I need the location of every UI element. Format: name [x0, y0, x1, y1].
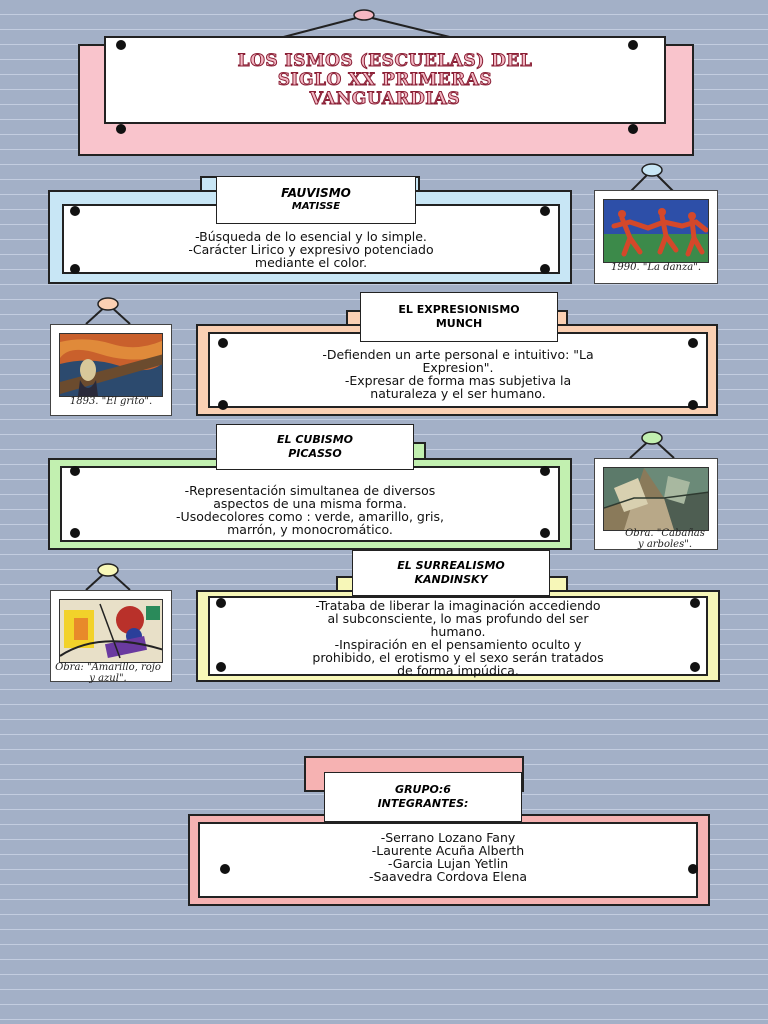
cubismo-heading: EL CUBISMO	[276, 433, 354, 446]
group-subheading: INTEGRANTES:	[377, 797, 469, 810]
fauvismo-caption	[594, 262, 718, 273]
caption-line: y azul".	[89, 673, 127, 684]
page-title	[104, 36, 666, 124]
text-line: humano.	[430, 624, 486, 639]
member-name: -Garcia Lujan Yetlin	[387, 856, 509, 871]
cubismo-label	[216, 424, 414, 470]
text-line: -Expresar de forma mas subjetiva la	[344, 373, 572, 388]
text-line: -Trataba de liberar la imaginación accediendo	[315, 598, 601, 613]
expresionismo-picture-hanger	[82, 296, 134, 326]
surrealismo-picture-hanger	[82, 562, 134, 592]
group-members	[198, 831, 698, 883]
pin-dot	[540, 206, 550, 216]
cubismo-caption	[590, 528, 740, 550]
pin-dot	[70, 264, 80, 274]
surrealismo-text	[208, 599, 708, 677]
text-line: -Representación simultanea de diversos	[184, 483, 436, 498]
text-line: mediante el color.	[254, 255, 368, 270]
fauvismo-text	[62, 230, 560, 269]
caption-line: 1990. "La danza".	[611, 262, 701, 273]
expresionismo-caption	[50, 396, 172, 407]
pin-dot	[70, 466, 80, 476]
expresionismo-artist: MUNCH	[435, 317, 483, 330]
fauvismo-artist: MATISSE	[291, 201, 341, 212]
el-grito-image	[59, 333, 163, 397]
pin-dot	[116, 40, 126, 50]
surrealismo-heading: EL SURREALISMO	[397, 559, 505, 572]
cabanas-image	[603, 467, 709, 531]
pin-dot	[628, 124, 638, 134]
pin-dot	[690, 598, 700, 608]
title-line-2: SIGLO XX PRIMERAS	[277, 69, 493, 90]
text-line: Expresion".	[422, 360, 494, 375]
pin-dot	[70, 528, 80, 538]
title-line-3: VANGUARDIAS	[309, 88, 461, 109]
group-heading: GRUPO:6	[395, 783, 451, 796]
expresionismo-text	[208, 348, 708, 400]
pin-dot	[688, 864, 698, 874]
text-line: prohibido, el erotismo y el sexo serán tratados	[312, 650, 604, 665]
caption-line: y arboles".	[637, 539, 693, 550]
text-line: naturaleza y el ser humano.	[370, 386, 546, 401]
la-danza-image	[603, 199, 709, 263]
surrealismo-artist: KANDINSKY	[414, 573, 488, 586]
caption-line: 1893. "El grito".	[69, 396, 153, 407]
pin-dot	[540, 264, 550, 274]
text-line: al subconsciente, lo mas profundo del ser	[327, 611, 589, 626]
amarillo-rojo-azul-image	[59, 599, 163, 663]
text-line: marrón, y monocromático.	[227, 522, 393, 537]
expresionismo-label	[360, 292, 558, 342]
text-line: aspectos de una misma forma.	[213, 496, 407, 511]
text-line: -Defienden un arte personal e intuitivo: "La	[322, 347, 594, 362]
member-name: -Serrano Lozano Fany	[380, 830, 516, 845]
text-line: de forma impúdica.	[397, 663, 519, 678]
text-line: -Búsqueda de lo esencial y lo simple.	[195, 229, 427, 244]
pin-dot	[688, 400, 698, 410]
pin-dot	[688, 338, 698, 348]
caption-line: Obra. "Cabañas	[625, 528, 705, 539]
pin-dot	[216, 662, 226, 672]
pin-dot	[218, 338, 228, 348]
group-label	[324, 772, 522, 822]
text-line: -Usodecolores como : verde, amarillo, gris,	[176, 509, 444, 524]
pin-dot	[628, 40, 638, 50]
text-line: -Inspiración en el pensamiento oculto y	[334, 637, 582, 652]
pin-dot	[540, 466, 550, 476]
pin-dot	[216, 598, 226, 608]
title-line-1: LOS ISMOS (ESCUELAS) DEL	[237, 50, 533, 71]
text-line: -Carácter Lirico y expresivo potenciado	[188, 242, 434, 257]
cubismo-picture-hanger	[626, 430, 678, 460]
caption-line: Obra: "Amarillo, rojo	[55, 662, 161, 673]
cubismo-artist: PICASSO	[288, 447, 342, 460]
pin-dot	[540, 528, 550, 538]
member-name: -Saavedra Cordova Elena	[368, 869, 528, 884]
pin-dot	[116, 124, 126, 134]
surrealismo-caption	[20, 662, 196, 684]
pin-dot	[220, 864, 230, 874]
pin-dot	[70, 206, 80, 216]
pin-dot	[218, 400, 228, 410]
cubismo-text	[60, 484, 560, 536]
fauvismo-label	[216, 176, 416, 224]
member-name: -Laurente Acuña Alberth	[371, 843, 525, 858]
surrealismo-label	[352, 550, 550, 596]
fauvismo-heading: FAUVISMO	[281, 186, 351, 200]
expresionismo-heading: EL EXPRESIONISMO	[398, 303, 520, 316]
pin-dot	[690, 662, 700, 672]
